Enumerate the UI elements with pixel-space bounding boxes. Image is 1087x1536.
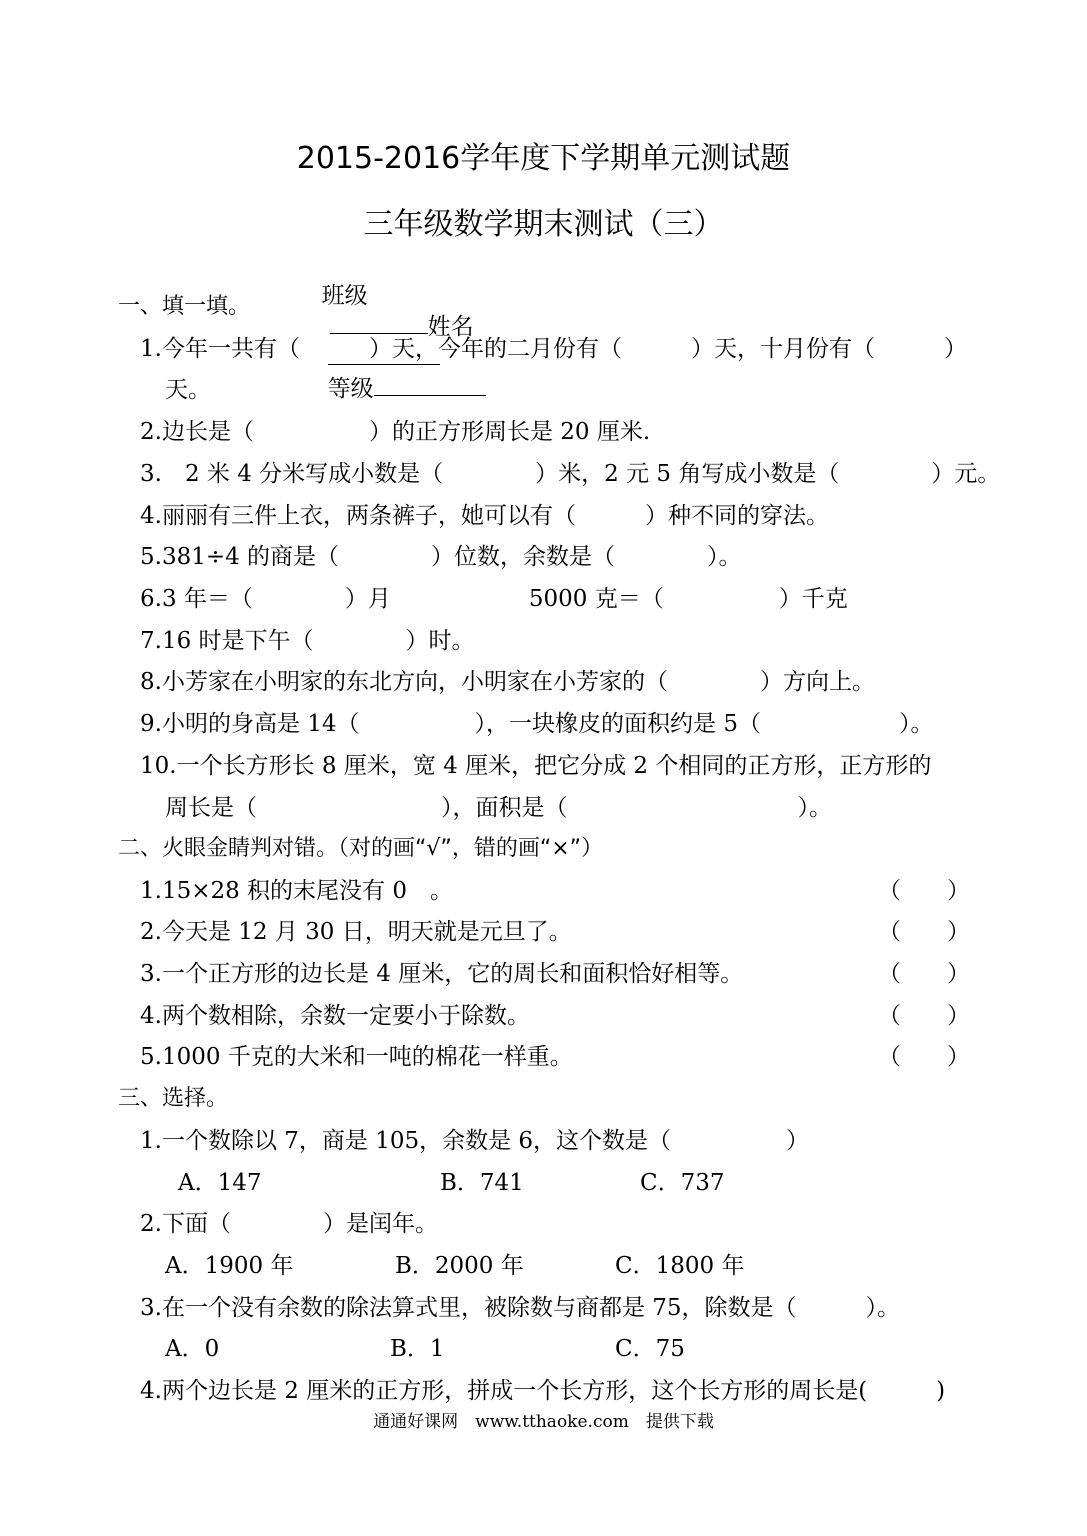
s3-q3-option-a[interactable]: A．0 <box>165 1336 220 1362</box>
section2-heading: 二、火眼金睛判对错。（对的画“√”，错的画“×”） <box>118 836 604 861</box>
s1-question-6: 6.3 年＝（ ）月 5000 克＝（ ）千克 <box>140 586 848 612</box>
s1-question-10-line1: 10.一个长方形长 8 厘米，宽 4 厘米，把它分成 2 个相同的正方形，正方形的 <box>140 753 932 779</box>
class-label: 班级 <box>321 283 368 309</box>
s3-q1-option-a[interactable]: A．147 <box>178 1170 262 1196</box>
s1-question-8: 8.小芳家在小明家的东北方向，小明家在小芳家的（ ）方向上。 <box>140 669 875 695</box>
s3-question-1: 1.一个数除以 7，商是 105，余数是 6，这个数是（ ） <box>140 1128 810 1154</box>
exam-title: 2015-2016学年度下学期单元测试题 <box>296 141 791 176</box>
s2-item-4: 4.两个数相除，余数一定要小于除数。 <box>140 1003 530 1029</box>
s2-item-2: 2.今天是 12 月 30 日，明天就是元旦了。 <box>140 919 572 945</box>
s2-answer-paren-4[interactable]: （ ） <box>878 1003 970 1029</box>
s3-q2-option-c[interactable]: C．1800 年 <box>615 1253 745 1279</box>
class-blank[interactable] <box>330 311 428 334</box>
page-footer: 通通好课网 www.tthaoke.com 提供下载 <box>373 1412 714 1432</box>
s1-question-5: 5.381÷4 的商是（ ）位数，余数是（ ）。 <box>140 544 742 570</box>
s1-question-4: 4.丽丽有三件上衣，两条裤子，她可以有（ ）种不同的穿法。 <box>140 503 829 529</box>
s1-question-10-line2: 周长是（ ），面积是（ ）。 <box>165 795 832 821</box>
s1-question-3: 3. 2 米 4 分米写成小数是（ ）米，2 元 5 角写成小数是（ ）元。 <box>140 461 1001 487</box>
s1-question-7: 7.16 时是下午（ ）时。 <box>140 628 475 654</box>
section1-heading: 一、填一填。 <box>118 294 251 319</box>
grade-label: 等级 <box>327 376 374 402</box>
s2-answer-paren-2[interactable]: （ ） <box>878 919 970 945</box>
s3-q2-option-a[interactable]: A．1900 年 <box>165 1253 294 1279</box>
s3-q1-option-b[interactable]: B．741 <box>440 1170 524 1196</box>
section3-heading: 三、选择。 <box>118 1086 229 1111</box>
s3-question-3: 3.在一个没有余数的除法算式里，被除数与商都是 75，除数是（ ）。 <box>140 1295 901 1321</box>
s2-answer-paren-3[interactable]: （ ） <box>878 961 970 987</box>
s3-q1-option-c[interactable]: C．737 <box>640 1170 725 1196</box>
s2-item-3: 3.一个正方形的边长是 4 厘米，它的周长和面积恰好相等。 <box>140 961 744 987</box>
s2-item-5: 5.1000 千克的大米和一吨的棉花一样重。 <box>140 1044 573 1070</box>
s3-q3-option-b[interactable]: B．1 <box>390 1336 445 1362</box>
grade-blank[interactable] <box>374 373 486 396</box>
s1-question-9: 9.小明的身高是 14（ ），一块橡皮的面积约是 5（ ）。 <box>140 711 934 737</box>
s3-question-4: 4.两个边长是 2 厘米的正方形，拼成一个长方形，这个长方形的周长是( ) <box>140 1378 946 1404</box>
s2-answer-paren-5[interactable]: （ ） <box>878 1044 970 1070</box>
s3-q2-option-b[interactable]: B．2000 年 <box>395 1253 524 1279</box>
s3-question-2: 2.下面（ ）是闰年。 <box>140 1211 438 1237</box>
name-label: 姓名 <box>427 314 474 340</box>
s2-item-1: 1.15×28 积的末尾没有 0 。 <box>140 878 454 904</box>
student-info-row <box>307 251 486 404</box>
s1-question-1-line2: 天。 <box>165 377 211 403</box>
s1-question-2: 2.边长是（ ）的正方形周长是 20 厘米. <box>140 419 651 445</box>
s2-answer-paren-1[interactable]: （ ） <box>878 878 970 904</box>
s3-q3-option-c[interactable]: C．75 <box>615 1336 685 1362</box>
exam-subtitle: 三年级数学期末测试（三） <box>363 207 724 242</box>
s1-question-1-line1: 1.今年一共有（ ）天，今年的二月份有（ ）天，十月份有（ ） <box>140 336 967 362</box>
